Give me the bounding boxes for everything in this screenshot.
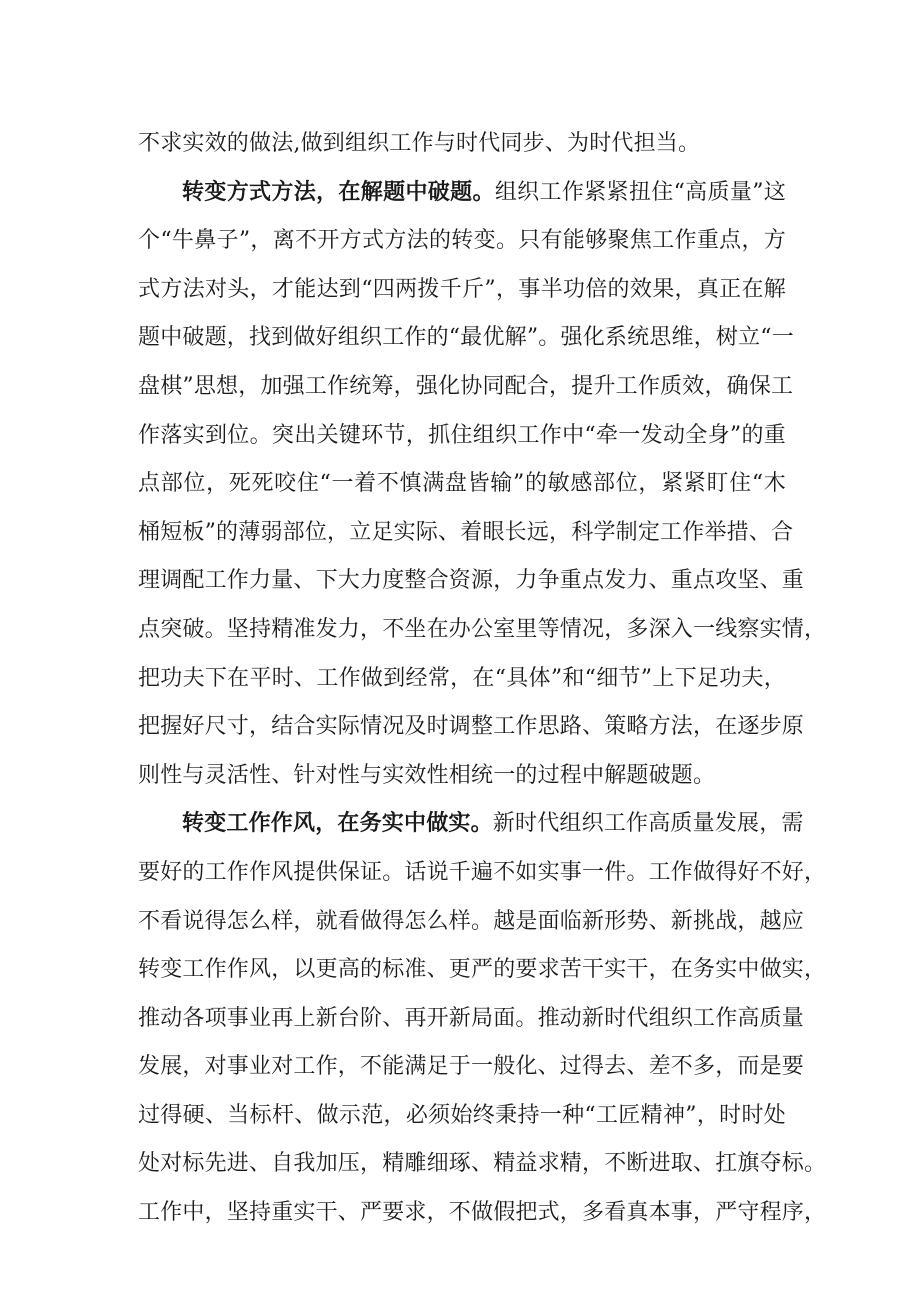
text-line: 点部位，死死咬住“一着不慎满盘皆输”的敏感部位，紧紧盯住“木	[138, 471, 786, 497]
text-line: 处对标先进、自我加压，精雕细琢、精益求精，不断进取、扛旗夺标。	[138, 1151, 827, 1177]
paragraph-first-line	[138, 800, 804, 849]
text-line: 工作中，坚持重实干、严要求，不做假把式，多看真本事，严守程序，	[138, 1200, 827, 1226]
text-line: 桶短板”的薄弱部位，立足实际、着眼长远，科学制定工作举措、合	[138, 519, 794, 545]
text-line: 题中破题，找到做好组织工作的“最优解”。强化系统思维，树立“一	[138, 325, 794, 351]
text-line: 则性与灵活性、针对性与实效性相统一的过程中解题破题。	[138, 762, 716, 788]
text-line: 个“牛鼻子”，离不开方式方法的转变。只有能够聚焦工作重点，方	[138, 228, 786, 254]
text-line: 发展，对事业对工作，不能满足于一般化、过得去、差不多，而是要	[138, 1054, 805, 1080]
paragraph-first-line	[138, 169, 786, 218]
text-line: 盘棋”思想，加强工作统筹，强化协同配合，提升工作质效，确保工	[138, 373, 794, 399]
text-line: 转变工作作风，以更高的标准、更严的要求苦干实干，在务实中做实，	[138, 957, 827, 983]
text-line: 作落实到位。突出关键环节，抓住组织工作中“牵一发动全身”的重	[138, 422, 786, 448]
text-line: 把功夫下在平时、工作做到经常，在“具体”和“细节”上下足功夫，	[138, 665, 786, 691]
paragraph-heading: 转变方式方法，在解题中破题。	[182, 179, 495, 205]
paragraph-method	[138, 169, 827, 801]
paragraph-style	[138, 800, 827, 1237]
text-line: 过得硬、当标杆、做示范，必须始终秉持一种“工匠精神”，时时处	[138, 1102, 786, 1128]
text-line: 要好的工作作风提供保证。话说千遍不如实事一件。工作做得好不好，	[138, 859, 827, 885]
text-run: 新时代组织工作高质量发展，需	[492, 811, 804, 837]
document-body	[138, 120, 827, 1238]
text-run: 组织工作紧紧扭住“高质量”这	[494, 179, 786, 205]
text-line: 理调配工作力量、下大力度整合资源，力争重点发力、重点攻坚、重	[138, 568, 805, 594]
text-line: 点突破。坚持精准发力，不坐在办公室里等情况，多深入一线察实情，	[138, 616, 827, 642]
text-line: 推动各项事业再上新台阶、再开新局面。推动新时代组织工作高质量	[138, 1005, 805, 1031]
text-line: 把握好尺寸，结合实际情况及时调整工作思路、策略方法，在逐步原	[138, 714, 805, 740]
text-line: 不看说得怎么样，就看做得怎么样。越是面临新形势、新挑战，越应	[138, 908, 805, 934]
text-line: 不求实效的做法,做到组织工作与时代同步、为时代担当。	[138, 131, 701, 156]
paragraph-heading: 转变工作作风，在务实中做实。	[182, 811, 493, 837]
text-line: 式方法对头，才能达到“四两拨千斤”，事半功倍的效果，真正在解	[138, 276, 786, 302]
paragraph-continuation	[138, 120, 786, 169]
